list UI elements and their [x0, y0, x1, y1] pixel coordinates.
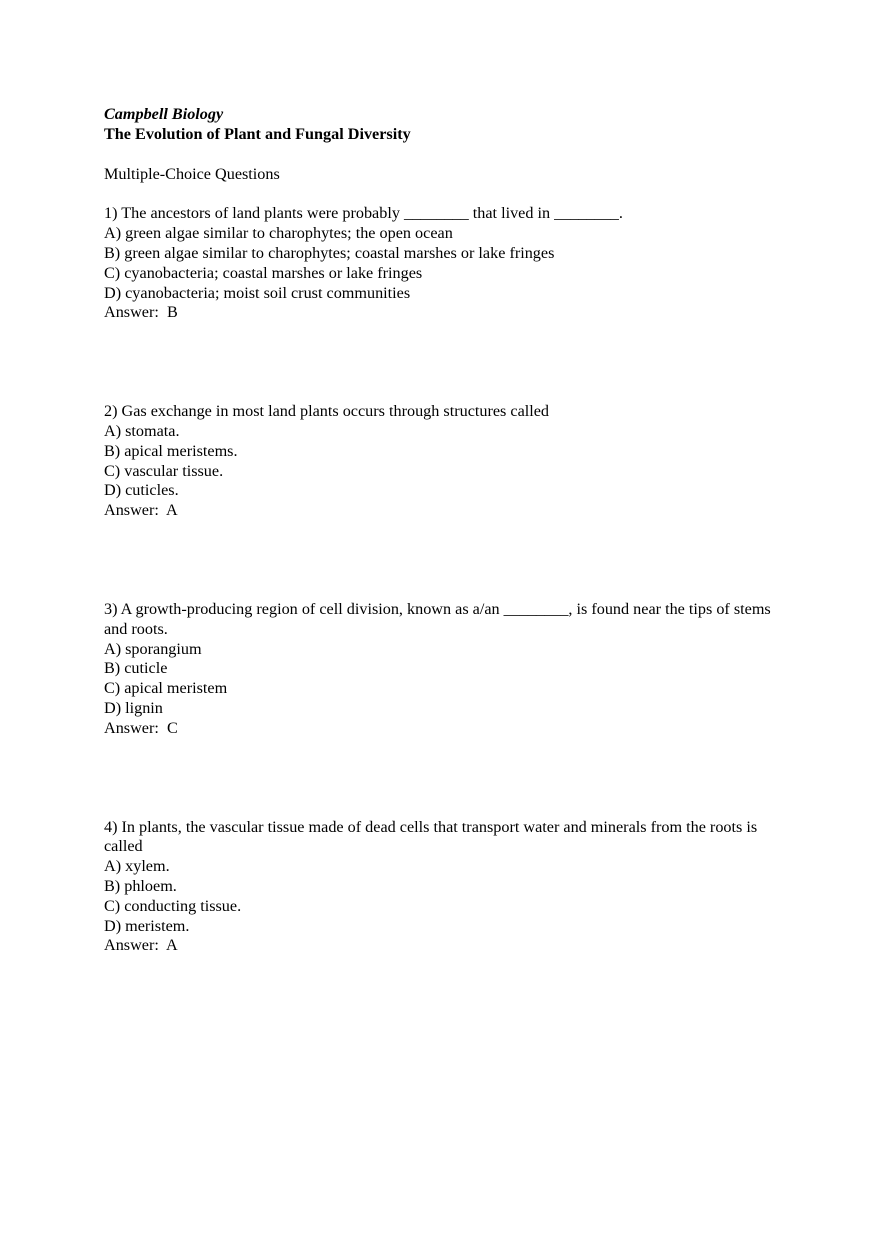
question-2	[104, 402, 794, 521]
question-4	[104, 818, 794, 957]
option-c: C) vascular tissue.	[104, 461, 224, 480]
answer-line: Answer: B	[104, 303, 178, 322]
option-c: C) cyanobacteria; coastal marshes or lake fringes	[104, 263, 423, 282]
option-d: D) cuticles.	[104, 481, 179, 500]
option-d: D) lignin	[104, 698, 163, 717]
option-b: B) apical meristems.	[104, 441, 238, 460]
answer-line: Answer: A	[104, 501, 178, 520]
section-label: Multiple-Choice Questions	[104, 164, 280, 183]
option-c: C) apical meristem	[104, 679, 228, 698]
option-b: B) cuticle	[104, 659, 168, 678]
option-d: D) meristem.	[104, 916, 190, 935]
question-stem: 1) The ancestors of land plants were probably ________ that lived in ________.	[104, 204, 623, 223]
option-b: B) phloem.	[104, 876, 177, 895]
book-title: Campbell Biology	[104, 105, 224, 123]
option-a: A) green algae similar to charophytes; the open ocean	[104, 224, 453, 243]
answer-line: Answer: C	[104, 718, 178, 737]
question-stem: 3) A growth-producing region of cell division, known as a/an ________, is found near the tips of stems and roots.	[104, 599, 771, 638]
option-d: D) cyanobacteria; moist soil crust communities	[104, 283, 411, 302]
answer-line: Answer: A	[104, 936, 178, 955]
question-stem: 2) Gas exchange in most land plants occurs through structures called	[104, 402, 550, 421]
document-page	[104, 105, 794, 956]
option-a: A) xylem.	[104, 857, 170, 876]
option-a: A) stomata.	[104, 421, 180, 440]
question-3	[104, 600, 794, 739]
chapter-title: The Evolution of Plant and Fungal Diversity	[104, 124, 411, 143]
option-a: A) sporangium	[104, 639, 202, 658]
option-c: C) conducting tissue.	[104, 896, 242, 915]
question-stem: 4) In plants, the vascular tissue made of dead cells that transport water and minerals from the roots is called	[104, 817, 758, 856]
question-1	[104, 204, 794, 323]
option-b: B) green algae similar to charophytes; coastal marshes or lake fringes	[104, 243, 555, 262]
